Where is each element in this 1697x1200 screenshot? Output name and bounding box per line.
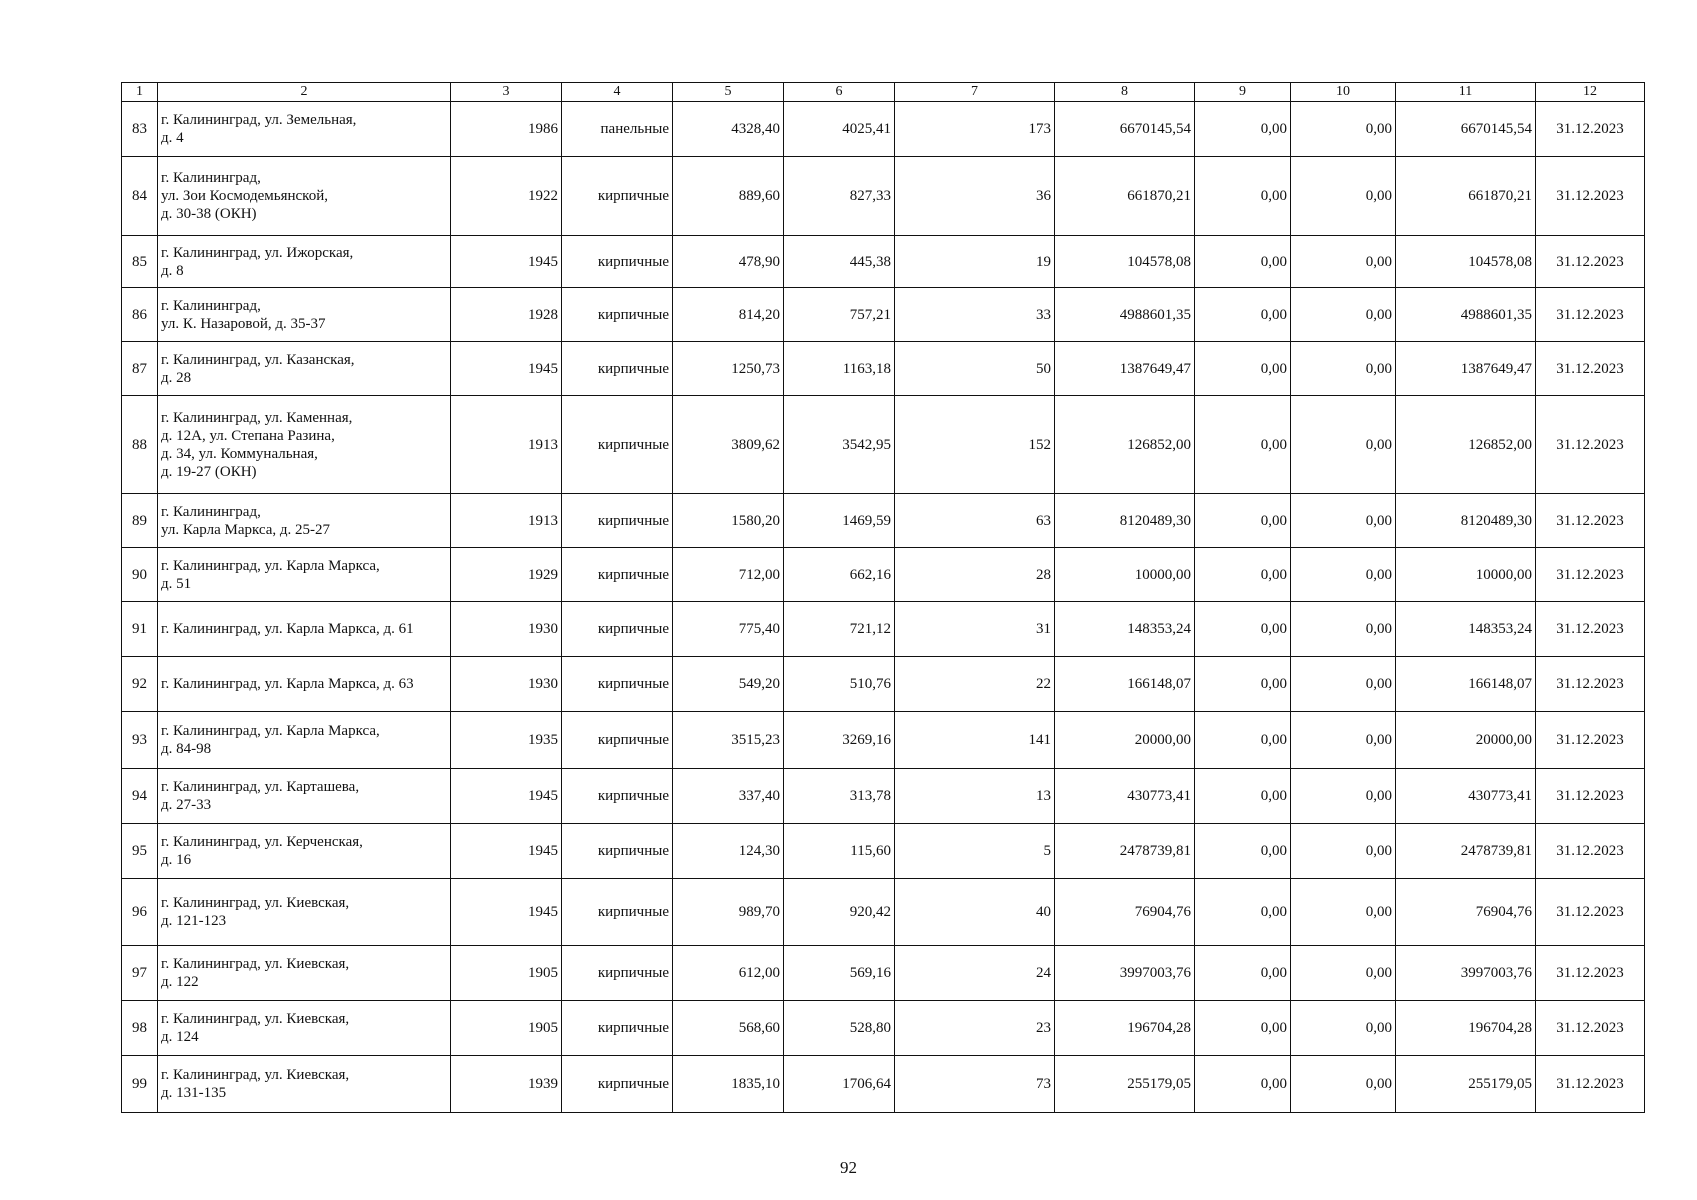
wall-material-cell: кирпичные bbox=[562, 288, 673, 342]
housing-table bbox=[121, 82, 1645, 1113]
column-9-cell: 0,00 bbox=[1195, 1056, 1291, 1113]
table-row bbox=[122, 288, 1645, 342]
year-built-cell: 1913 bbox=[451, 396, 562, 494]
row-number-cell: 89 bbox=[122, 494, 158, 548]
address-cell: г. Калининград, ул. Карла Маркса, д. 25-27 bbox=[158, 494, 451, 548]
residents-cell: 63 bbox=[895, 494, 1055, 548]
column-11-cell: 8120489,30 bbox=[1396, 494, 1536, 548]
table-row bbox=[122, 396, 1645, 494]
column-10-cell: 0,00 bbox=[1291, 602, 1396, 657]
total-area-cell: 814,20 bbox=[673, 288, 784, 342]
column-10-cell: 0,00 bbox=[1291, 946, 1396, 1001]
residents-cell: 152 bbox=[895, 396, 1055, 494]
address-cell: г. Калининград, ул. Казанская, д. 28 bbox=[158, 342, 451, 396]
address-cell: г. Калининград, ул. Киевская, д. 131-135 bbox=[158, 1056, 451, 1113]
column-11-cell: 166148,07 bbox=[1396, 657, 1536, 712]
residents-cell: 33 bbox=[895, 288, 1055, 342]
row-number-cell: 98 bbox=[122, 1001, 158, 1056]
column-10-cell: 0,00 bbox=[1291, 157, 1396, 236]
column-9-cell: 0,00 bbox=[1195, 769, 1291, 824]
total-area-cell: 478,90 bbox=[673, 236, 784, 288]
column-10-cell: 0,00 bbox=[1291, 1056, 1396, 1113]
column-10-cell: 0,00 bbox=[1291, 396, 1396, 494]
total-area-cell: 989,70 bbox=[673, 879, 784, 946]
column-11-cell: 430773,41 bbox=[1396, 769, 1536, 824]
column-11-cell: 76904,76 bbox=[1396, 879, 1536, 946]
column-9-cell: 0,00 bbox=[1195, 657, 1291, 712]
column-10-cell: 0,00 bbox=[1291, 548, 1396, 602]
cost-cell: 148353,24 bbox=[1055, 602, 1195, 657]
residents-cell: 50 bbox=[895, 342, 1055, 396]
date-cell: 31.12.2023 bbox=[1536, 824, 1645, 879]
year-built-cell: 1929 bbox=[451, 548, 562, 602]
total-area-cell: 712,00 bbox=[673, 548, 784, 602]
row-number-cell: 96 bbox=[122, 879, 158, 946]
column-9-cell: 0,00 bbox=[1195, 396, 1291, 494]
column-11-cell: 148353,24 bbox=[1396, 602, 1536, 657]
year-built-cell: 1930 bbox=[451, 602, 562, 657]
wall-material-cell: кирпичные bbox=[562, 1001, 673, 1056]
column-header: 2 bbox=[158, 83, 451, 102]
cost-cell: 104578,08 bbox=[1055, 236, 1195, 288]
living-area-cell: 313,78 bbox=[784, 769, 895, 824]
date-cell: 31.12.2023 bbox=[1536, 102, 1645, 157]
date-cell: 31.12.2023 bbox=[1536, 712, 1645, 769]
cost-cell: 3997003,76 bbox=[1055, 946, 1195, 1001]
table-row bbox=[122, 824, 1645, 879]
column-header: 6 bbox=[784, 83, 895, 102]
column-10-cell: 0,00 bbox=[1291, 288, 1396, 342]
column-10-cell: 0,00 bbox=[1291, 1001, 1396, 1056]
cost-cell: 2478739,81 bbox=[1055, 824, 1195, 879]
living-area-cell: 1706,64 bbox=[784, 1056, 895, 1113]
cost-cell: 255179,05 bbox=[1055, 1056, 1195, 1113]
cost-cell: 1387649,47 bbox=[1055, 342, 1195, 396]
column-9-cell: 0,00 bbox=[1195, 288, 1291, 342]
column-header: 8 bbox=[1055, 83, 1195, 102]
date-cell: 31.12.2023 bbox=[1536, 769, 1645, 824]
wall-material-cell: кирпичные bbox=[562, 548, 673, 602]
column-10-cell: 0,00 bbox=[1291, 769, 1396, 824]
table-row bbox=[122, 548, 1645, 602]
wall-material-cell: кирпичные bbox=[562, 396, 673, 494]
wall-material-cell: кирпичные bbox=[562, 342, 673, 396]
column-11-cell: 104578,08 bbox=[1396, 236, 1536, 288]
wall-material-cell: кирпичные bbox=[562, 769, 673, 824]
wall-material-cell: кирпичные bbox=[562, 157, 673, 236]
residents-cell: 28 bbox=[895, 548, 1055, 602]
date-cell: 31.12.2023 bbox=[1536, 602, 1645, 657]
address-cell: г. Калининград, ул. Зои Космодемьянской, д. 30-38 (ОКН) bbox=[158, 157, 451, 236]
wall-material-cell: кирпичные bbox=[562, 657, 673, 712]
address-cell: г. Калининград, ул. Керченская, д. 16 bbox=[158, 824, 451, 879]
date-cell: 31.12.2023 bbox=[1536, 342, 1645, 396]
column-11-cell: 1387649,47 bbox=[1396, 342, 1536, 396]
address-cell: г. Калининград, ул. Карла Маркса, д. 61 bbox=[158, 602, 451, 657]
living-area-cell: 827,33 bbox=[784, 157, 895, 236]
column-header: 1 bbox=[122, 83, 158, 102]
date-cell: 31.12.2023 bbox=[1536, 879, 1645, 946]
column-10-cell: 0,00 bbox=[1291, 494, 1396, 548]
year-built-cell: 1945 bbox=[451, 824, 562, 879]
table-row bbox=[122, 157, 1645, 236]
residents-cell: 36 bbox=[895, 157, 1055, 236]
wall-material-cell: кирпичные bbox=[562, 494, 673, 548]
row-number-cell: 91 bbox=[122, 602, 158, 657]
row-number-cell: 86 bbox=[122, 288, 158, 342]
wall-material-cell: кирпичные bbox=[562, 602, 673, 657]
column-9-cell: 0,00 bbox=[1195, 602, 1291, 657]
living-area-cell: 1163,18 bbox=[784, 342, 895, 396]
address-cell: г. Калининград, ул. Земельная, д. 4 bbox=[158, 102, 451, 157]
row-number-cell: 84 bbox=[122, 157, 158, 236]
residents-cell: 5 bbox=[895, 824, 1055, 879]
column-header: 5 bbox=[673, 83, 784, 102]
column-10-cell: 0,00 bbox=[1291, 712, 1396, 769]
table-row bbox=[122, 657, 1645, 712]
living-area-cell: 445,38 bbox=[784, 236, 895, 288]
year-built-cell: 1945 bbox=[451, 879, 562, 946]
wall-material-cell: кирпичные bbox=[562, 712, 673, 769]
year-built-cell: 1939 bbox=[451, 1056, 562, 1113]
cost-cell: 8120489,30 bbox=[1055, 494, 1195, 548]
table-row bbox=[122, 769, 1645, 824]
header-row bbox=[122, 83, 1645, 102]
column-11-cell: 661870,21 bbox=[1396, 157, 1536, 236]
column-9-cell: 0,00 bbox=[1195, 1001, 1291, 1056]
total-area-cell: 337,40 bbox=[673, 769, 784, 824]
residents-cell: 13 bbox=[895, 769, 1055, 824]
living-area-cell: 3542,95 bbox=[784, 396, 895, 494]
wall-material-cell: кирпичные bbox=[562, 236, 673, 288]
column-11-cell: 2478739,81 bbox=[1396, 824, 1536, 879]
table-row bbox=[122, 946, 1645, 1001]
address-cell: г. Калининград, ул. Киевская, д. 121-123 bbox=[158, 879, 451, 946]
living-area-cell: 721,12 bbox=[784, 602, 895, 657]
year-built-cell: 1945 bbox=[451, 236, 562, 288]
date-cell: 31.12.2023 bbox=[1536, 1056, 1645, 1113]
wall-material-cell: панельные bbox=[562, 102, 673, 157]
column-header: 7 bbox=[895, 83, 1055, 102]
column-header: 12 bbox=[1536, 83, 1645, 102]
column-10-cell: 0,00 bbox=[1291, 879, 1396, 946]
column-11-cell: 20000,00 bbox=[1396, 712, 1536, 769]
column-header: 9 bbox=[1195, 83, 1291, 102]
table-row bbox=[122, 494, 1645, 548]
living-area-cell: 3269,16 bbox=[784, 712, 895, 769]
year-built-cell: 1922 bbox=[451, 157, 562, 236]
column-header: 10 bbox=[1291, 83, 1396, 102]
table-row bbox=[122, 102, 1645, 157]
address-cell: г. Калининград, ул. Карла Маркса, д. 63 bbox=[158, 657, 451, 712]
column-9-cell: 0,00 bbox=[1195, 824, 1291, 879]
table-row bbox=[122, 712, 1645, 769]
wall-material-cell: кирпичные bbox=[562, 1056, 673, 1113]
table-row bbox=[122, 602, 1645, 657]
address-cell: г. Калининград, ул. К. Назаровой, д. 35-37 bbox=[158, 288, 451, 342]
year-built-cell: 1945 bbox=[451, 342, 562, 396]
residents-cell: 22 bbox=[895, 657, 1055, 712]
living-area-cell: 1469,59 bbox=[784, 494, 895, 548]
living-area-cell: 528,80 bbox=[784, 1001, 895, 1056]
total-area-cell: 124,30 bbox=[673, 824, 784, 879]
date-cell: 31.12.2023 bbox=[1536, 946, 1645, 1001]
total-area-cell: 775,40 bbox=[673, 602, 784, 657]
date-cell: 31.12.2023 bbox=[1536, 494, 1645, 548]
living-area-cell: 920,42 bbox=[784, 879, 895, 946]
year-built-cell: 1905 bbox=[451, 946, 562, 1001]
column-9-cell: 0,00 bbox=[1195, 946, 1291, 1001]
column-header: 4 bbox=[562, 83, 673, 102]
living-area-cell: 662,16 bbox=[784, 548, 895, 602]
column-11-cell: 255179,05 bbox=[1396, 1056, 1536, 1113]
wall-material-cell: кирпичные bbox=[562, 824, 673, 879]
date-cell: 31.12.2023 bbox=[1536, 396, 1645, 494]
total-area-cell: 612,00 bbox=[673, 946, 784, 1001]
address-cell: г. Калининград, ул. Каменная, д. 12А, ул. Степана Разина, д. 34, ул. Коммунальная, д. 19-27 (ОКН) bbox=[158, 396, 451, 494]
total-area-cell: 1580,20 bbox=[673, 494, 784, 548]
address-cell: г. Калининград, ул. Карла Маркса, д. 51 bbox=[158, 548, 451, 602]
year-built-cell: 1928 bbox=[451, 288, 562, 342]
column-header: 3 bbox=[451, 83, 562, 102]
cost-cell: 661870,21 bbox=[1055, 157, 1195, 236]
total-area-cell: 3515,23 bbox=[673, 712, 784, 769]
column-9-cell: 0,00 bbox=[1195, 494, 1291, 548]
date-cell: 31.12.2023 bbox=[1536, 236, 1645, 288]
cost-cell: 20000,00 bbox=[1055, 712, 1195, 769]
table-row bbox=[122, 342, 1645, 396]
total-area-cell: 568,60 bbox=[673, 1001, 784, 1056]
date-cell: 31.12.2023 bbox=[1536, 657, 1645, 712]
year-built-cell: 1935 bbox=[451, 712, 562, 769]
address-cell: г. Калининград, ул. Ижорская, д. 8 bbox=[158, 236, 451, 288]
row-number-cell: 93 bbox=[122, 712, 158, 769]
living-area-cell: 4025,41 bbox=[784, 102, 895, 157]
column-11-cell: 196704,28 bbox=[1396, 1001, 1536, 1056]
column-9-cell: 0,00 bbox=[1195, 712, 1291, 769]
row-number-cell: 92 bbox=[122, 657, 158, 712]
total-area-cell: 3809,62 bbox=[673, 396, 784, 494]
row-number-cell: 95 bbox=[122, 824, 158, 879]
row-number-cell: 88 bbox=[122, 396, 158, 494]
cost-cell: 10000,00 bbox=[1055, 548, 1195, 602]
address-cell: г. Калининград, ул. Киевская, д. 124 bbox=[158, 1001, 451, 1056]
table-body bbox=[122, 102, 1645, 1113]
date-cell: 31.12.2023 bbox=[1536, 1001, 1645, 1056]
residents-cell: 141 bbox=[895, 712, 1055, 769]
table-row bbox=[122, 879, 1645, 946]
total-area-cell: 889,60 bbox=[673, 157, 784, 236]
date-cell: 31.12.2023 bbox=[1536, 548, 1645, 602]
total-area-cell: 1835,10 bbox=[673, 1056, 784, 1113]
column-11-cell: 126852,00 bbox=[1396, 396, 1536, 494]
living-area-cell: 510,76 bbox=[784, 657, 895, 712]
total-area-cell: 1250,73 bbox=[673, 342, 784, 396]
row-number-cell: 90 bbox=[122, 548, 158, 602]
cost-cell: 166148,07 bbox=[1055, 657, 1195, 712]
total-area-cell: 4328,40 bbox=[673, 102, 784, 157]
cost-cell: 430773,41 bbox=[1055, 769, 1195, 824]
address-cell: г. Калининград, ул. Карташева, д. 27-33 bbox=[158, 769, 451, 824]
wall-material-cell: кирпичные bbox=[562, 879, 673, 946]
year-built-cell: 1945 bbox=[451, 769, 562, 824]
living-area-cell: 757,21 bbox=[784, 288, 895, 342]
column-10-cell: 0,00 bbox=[1291, 824, 1396, 879]
date-cell: 31.12.2023 bbox=[1536, 157, 1645, 236]
cost-cell: 126852,00 bbox=[1055, 396, 1195, 494]
living-area-cell: 569,16 bbox=[784, 946, 895, 1001]
cost-cell: 4988601,35 bbox=[1055, 288, 1195, 342]
column-11-cell: 6670145,54 bbox=[1396, 102, 1536, 157]
residents-cell: 23 bbox=[895, 1001, 1055, 1056]
column-9-cell: 0,00 bbox=[1195, 102, 1291, 157]
cost-cell: 196704,28 bbox=[1055, 1001, 1195, 1056]
year-built-cell: 1986 bbox=[451, 102, 562, 157]
wall-material-cell: кирпичные bbox=[562, 946, 673, 1001]
address-cell: г. Калининград, ул. Киевская, д. 122 bbox=[158, 946, 451, 1001]
residents-cell: 73 bbox=[895, 1056, 1055, 1113]
column-10-cell: 0,00 bbox=[1291, 657, 1396, 712]
residents-cell: 31 bbox=[895, 602, 1055, 657]
row-number-cell: 87 bbox=[122, 342, 158, 396]
row-number-cell: 97 bbox=[122, 946, 158, 1001]
column-11-cell: 4988601,35 bbox=[1396, 288, 1536, 342]
column-9-cell: 0,00 bbox=[1195, 236, 1291, 288]
row-number-cell: 83 bbox=[122, 102, 158, 157]
column-header: 11 bbox=[1396, 83, 1536, 102]
column-10-cell: 0,00 bbox=[1291, 102, 1396, 157]
row-number-cell: 94 bbox=[122, 769, 158, 824]
cost-cell: 6670145,54 bbox=[1055, 102, 1195, 157]
residents-cell: 173 bbox=[895, 102, 1055, 157]
column-9-cell: 0,00 bbox=[1195, 879, 1291, 946]
table-row bbox=[122, 1056, 1645, 1113]
date-cell: 31.12.2023 bbox=[1536, 288, 1645, 342]
column-11-cell: 3997003,76 bbox=[1396, 946, 1536, 1001]
year-built-cell: 1913 bbox=[451, 494, 562, 548]
column-9-cell: 0,00 bbox=[1195, 342, 1291, 396]
residents-cell: 24 bbox=[895, 946, 1055, 1001]
address-cell: г. Калининград, ул. Карла Маркса, д. 84-98 bbox=[158, 712, 451, 769]
row-number-cell: 99 bbox=[122, 1056, 158, 1113]
table-row bbox=[122, 1001, 1645, 1056]
total-area-cell: 549,20 bbox=[673, 657, 784, 712]
column-10-cell: 0,00 bbox=[1291, 342, 1396, 396]
page-number: 92 bbox=[840, 1158, 857, 1177]
year-built-cell: 1905 bbox=[451, 1001, 562, 1056]
table-row bbox=[122, 236, 1645, 288]
column-11-cell: 10000,00 bbox=[1396, 548, 1536, 602]
column-9-cell: 0,00 bbox=[1195, 157, 1291, 236]
column-9-cell: 0,00 bbox=[1195, 548, 1291, 602]
year-built-cell: 1930 bbox=[451, 657, 562, 712]
residents-cell: 40 bbox=[895, 879, 1055, 946]
column-10-cell: 0,00 bbox=[1291, 236, 1396, 288]
living-area-cell: 115,60 bbox=[784, 824, 895, 879]
cost-cell: 76904,76 bbox=[1055, 879, 1195, 946]
row-number-cell: 85 bbox=[122, 236, 158, 288]
residents-cell: 19 bbox=[895, 236, 1055, 288]
